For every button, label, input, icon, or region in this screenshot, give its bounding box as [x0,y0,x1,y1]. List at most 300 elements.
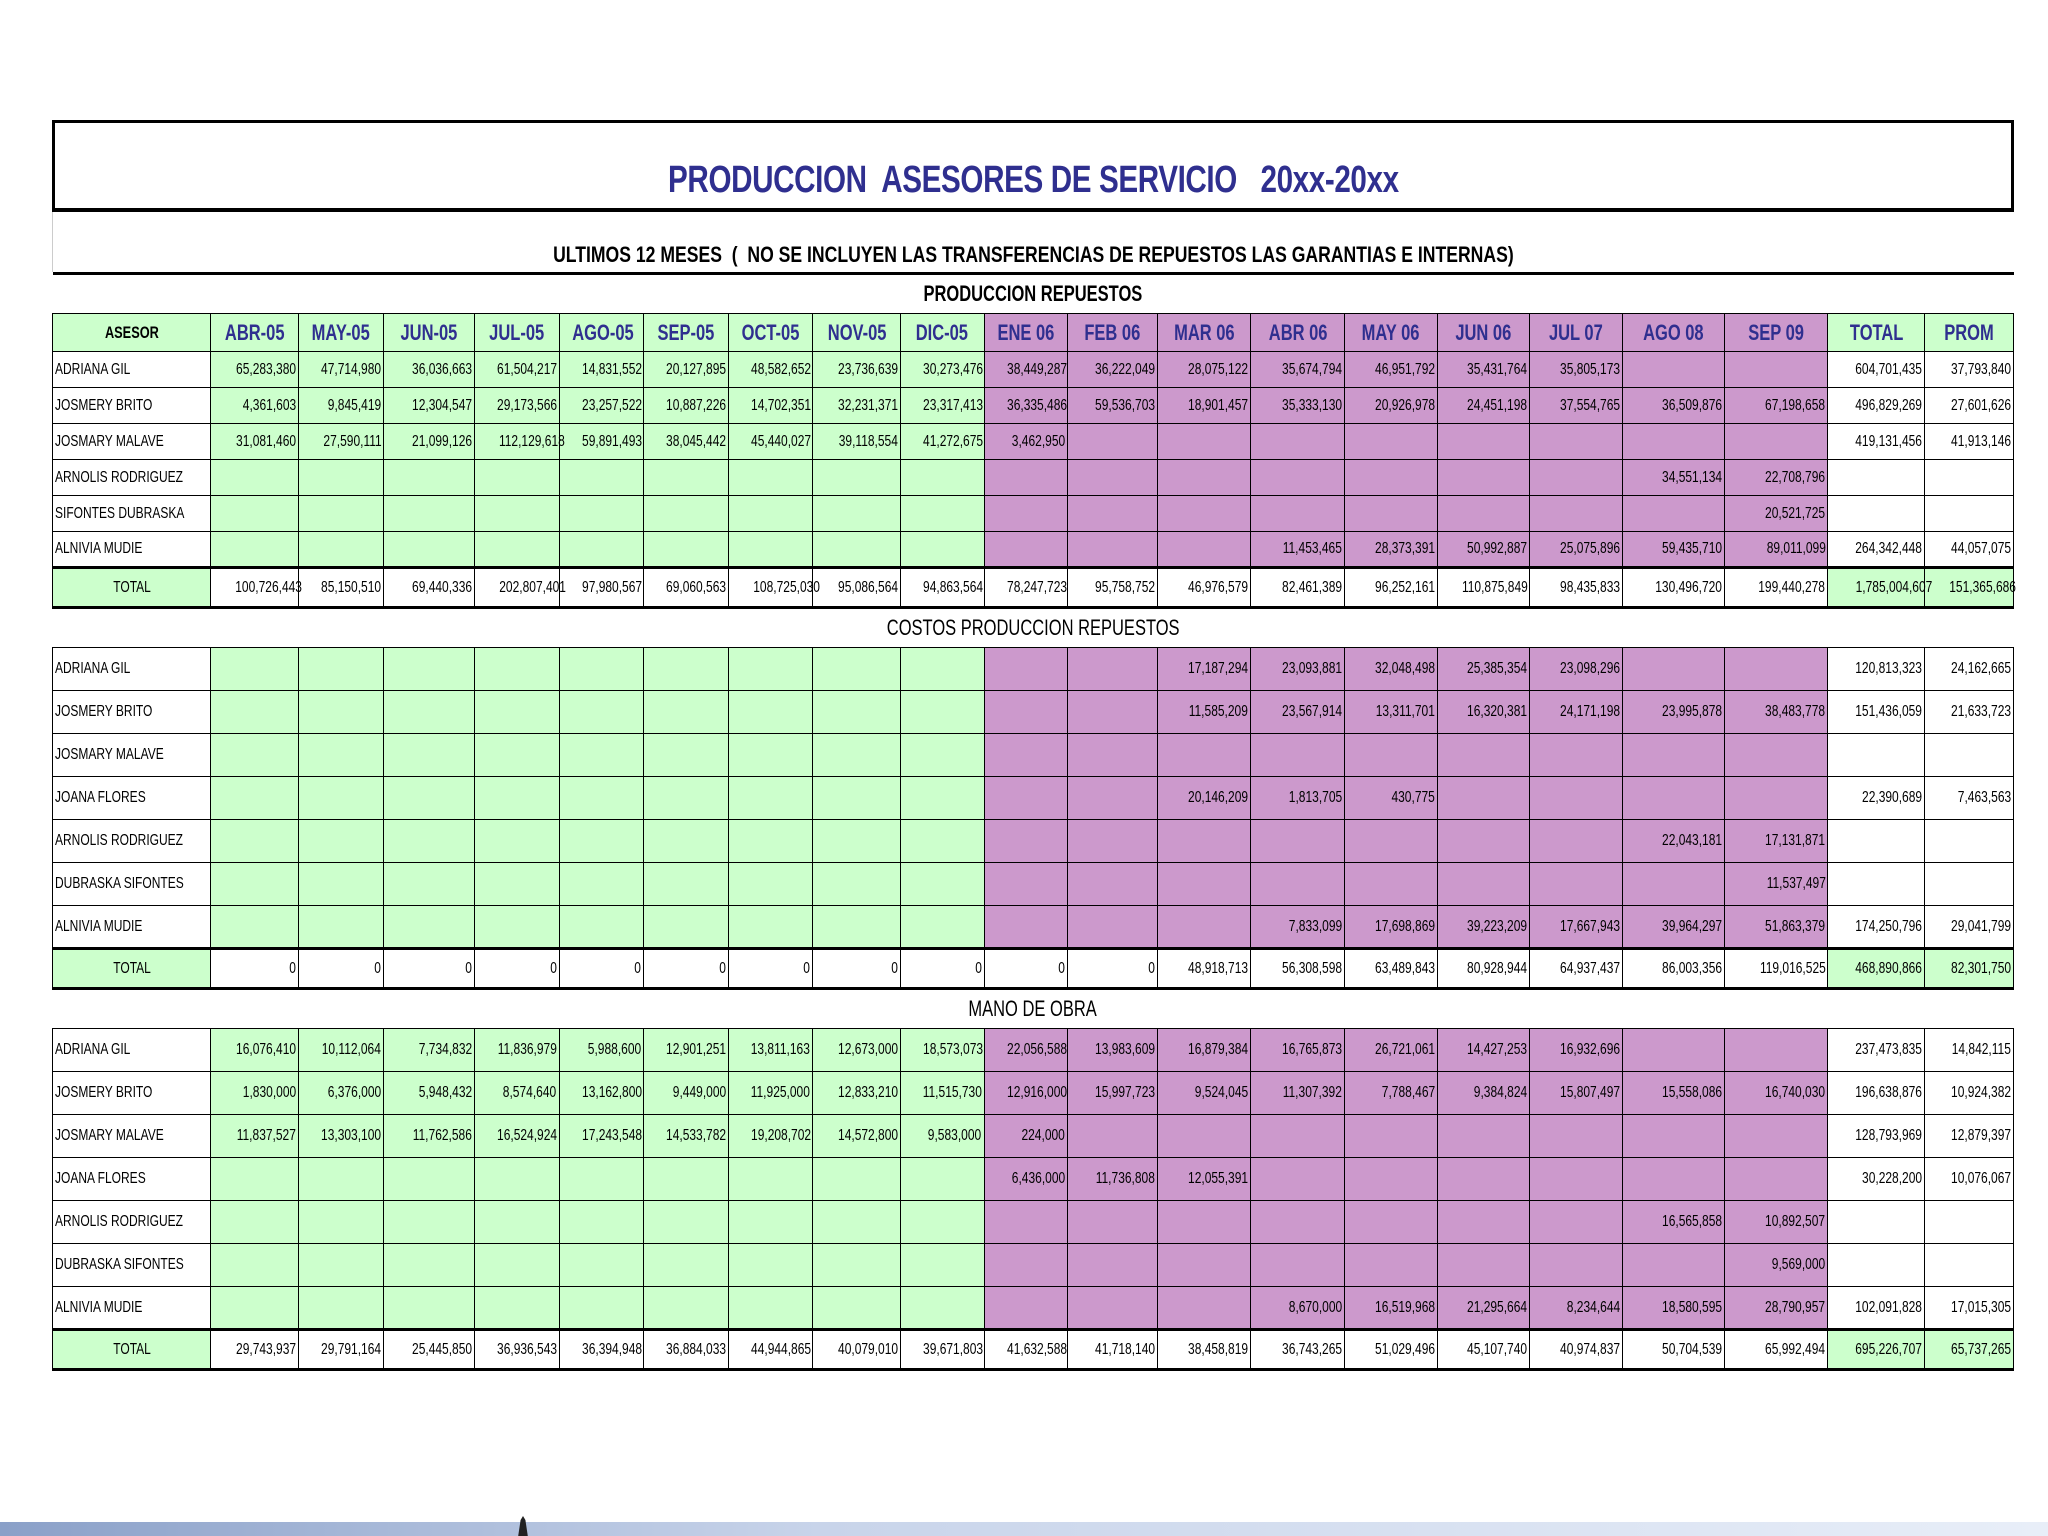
row-total-cell [1828,906,1925,949]
value-cell-text: 16,932,696 [1559,1041,1620,1058]
value-cell [1068,532,1158,568]
value-cell-text: 11,515,730 [922,1084,982,1101]
value-cell [900,1029,984,1072]
value-cell-text: 13,311,701 [1375,703,1435,720]
totals-value-cell-text: 65,992,494 [1765,1340,1826,1358]
value-cell [644,1244,729,1287]
value-cell [644,1287,729,1330]
grand-prom-cell [1925,949,2014,989]
value-cell [813,1072,901,1115]
value-cell [1068,352,1158,388]
table-row [53,460,2014,496]
value-cell [1157,777,1251,820]
row-prom-cell [1925,691,2014,734]
value-cell-text: 12,833,210 [837,1084,898,1101]
value-cell-text: 28,373,391 [1374,540,1435,557]
value-cell [984,1072,1068,1115]
value-cell [1345,1244,1438,1287]
value-cell-text: 16,076,410 [235,1041,296,1058]
totals-value-cell-text: 97,980,567 [581,578,642,596]
value-cell [298,424,384,460]
value-cell-text: 23,257,522 [581,396,642,414]
value-cell [211,352,299,388]
totals-value-cell-text: 202,807,401 [499,578,566,596]
column-header-month [1157,314,1251,352]
totals-value-cell [1437,1330,1530,1370]
row-total-cell-text: 22,390,689 [1862,789,1923,806]
value-cell [1157,1201,1251,1244]
value-cell-text: 11,736,808 [1095,1170,1155,1187]
value-cell [728,532,813,568]
totals-value-cell-text: 0 [549,959,557,977]
totals-value-cell-text: 56,308,598 [1281,959,1343,977]
column-header-month-text: MAY 06 [1361,319,1420,345]
value-cell [728,424,813,460]
value-cell-text: 16,879,384 [1188,1041,1249,1058]
value-cell [1724,1072,1828,1115]
value-cell [1157,1244,1251,1287]
value-cell [298,777,384,820]
row-prom-cell-text: 21,633,723 [1950,703,2011,720]
value-cell [474,388,559,424]
value-cell [1437,734,1530,777]
column-header-month [813,314,901,352]
advisor-name-text: ADRIANA GIL [55,1041,131,1058]
totals-value-cell [644,568,729,608]
row-total-cell [1828,1029,1925,1072]
value-cell [813,424,901,460]
row-total-cell [1828,532,1925,568]
value-cell [900,424,984,460]
totals-value-cell [1251,1330,1345,1370]
totals-value-cell-text: 63,489,843 [1374,959,1435,977]
row-total-cell-text: 120,813,323 [1855,660,1923,677]
value-cell [1623,352,1725,388]
section-title [53,274,2014,314]
value-cell [474,1115,559,1158]
value-cell [1623,1072,1725,1115]
value-cell-text: 8,670,000 [1288,1298,1343,1316]
value-cell [298,820,384,863]
value-cell [644,691,729,734]
value-cell [1724,1201,1828,1244]
value-cell [298,1115,384,1158]
totals-value-cell [559,568,644,608]
value-cell [984,496,1068,532]
value-cell-text: 23,098,296 [1559,660,1620,677]
value-cell [559,1201,644,1244]
row-prom-cell-text: 7,463,563 [1957,789,2011,806]
grand-total-cell-text: 695,226,707 [1855,1340,1923,1358]
value-cell-text: 28,075,122 [1188,360,1249,378]
row-total-cell-text: 419,131,456 [1855,432,1923,450]
value-cell-text: 23,995,878 [1661,703,1722,720]
row-prom-cell [1925,460,2014,496]
totals-value-cell-text: 0 [719,959,726,977]
advisor-name-text: JOSMERY BRITO [55,1084,153,1101]
column-header-month [900,314,984,352]
value-cell [1530,388,1623,424]
value-cell [900,460,984,496]
value-cell [900,777,984,820]
value-cell [644,424,729,460]
totals-value-cell-text: 199,440,278 [1758,578,1826,596]
column-header-month [474,314,559,352]
totals-value-cell [1345,568,1438,608]
row-prom-cell-text: 27,601,626 [1950,396,2011,414]
value-cell [1530,1201,1623,1244]
totals-value-cell-text: 40,974,837 [1559,1340,1620,1358]
value-cell [474,1029,559,1072]
value-cell [1724,460,1828,496]
value-cell [1724,777,1828,820]
value-cell [211,691,299,734]
row-prom-cell-text: 44,057,075 [1950,540,2011,557]
column-header-month [1623,314,1725,352]
value-cell [211,424,299,460]
value-cell [1157,648,1251,691]
row-total-cell [1828,352,1925,388]
value-cell [644,1115,729,1158]
value-cell [1251,1287,1345,1330]
value-cell [1157,1158,1251,1201]
grand-total-cell [1828,949,1925,989]
column-header-total-text: TOTAL [1849,319,1904,345]
value-cell [559,1115,644,1158]
value-cell-text: 31,081,460 [235,432,296,450]
row-prom-cell [1925,1287,2014,1330]
value-cell [1251,734,1345,777]
value-cell-text: 17,187,294 [1188,660,1249,677]
totals-value-cell [298,1330,384,1370]
value-cell-text: 11,925,000 [751,1084,811,1101]
totals-value-cell-text: 82,461,389 [1281,578,1343,596]
value-cell [1251,388,1345,424]
row-prom-cell [1925,496,2014,532]
totals-value-cell [1068,949,1158,989]
value-cell-text: 26,721,061 [1374,1041,1435,1058]
column-header-month-text: DIC-05 [916,319,969,345]
totals-value-cell [728,568,820,608]
table-row [53,734,2014,777]
advisor-name [53,863,211,906]
row-prom-cell [1925,424,2014,460]
value-cell [1068,1158,1158,1201]
totals-value-cell-text: 36,394,948 [581,1340,642,1358]
value-cell [1068,1115,1158,1158]
value-cell-text: 35,805,173 [1559,360,1620,378]
value-cell [1623,863,1725,906]
value-cell [1724,532,1828,568]
row-total-cell-text: 102,091,828 [1855,1298,1923,1316]
value-cell-text: 19,208,702 [750,1127,811,1144]
value-cell [900,648,984,691]
value-cell [384,734,475,777]
value-cell [1251,777,1345,820]
value-cell [1157,1072,1251,1115]
title-box [52,120,2014,212]
value-cell [559,820,644,863]
spreadsheet [52,120,2017,1371]
value-cell-text: 12,055,391 [1188,1170,1249,1187]
totals-value-cell [384,568,475,608]
totals-value-cell [384,949,475,989]
value-cell-text: 25,385,354 [1467,660,1528,677]
row-prom-cell [1925,1158,2014,1201]
value-cell-text: 15,807,497 [1559,1084,1620,1101]
totals-row [53,568,2014,608]
value-cell-text: 27,590,111 [323,432,382,450]
value-cell-text: 22,056,588 [1006,1041,1067,1058]
totals-value-cell-text: 0 [374,959,382,977]
value-cell [298,496,384,532]
totals-label [53,1330,211,1370]
column-header-month-text: ENE 06 [997,319,1055,345]
table-row [53,1158,2014,1201]
advisor-name-text: SIFONTES DUBRASKA [55,504,185,522]
row-total-cell [1828,496,1925,532]
value-cell-text: 59,536,703 [1094,396,1155,414]
value-cell [211,734,299,777]
totals-value-cell [1157,568,1251,608]
row-total-cell-text: 174,250,796 [1855,917,1923,935]
value-cell [298,1029,384,1072]
value-cell [728,352,813,388]
value-cell-text: 112,129,618 [498,432,565,450]
value-cell [1724,820,1828,863]
totals-value-cell [211,1330,299,1370]
value-cell [1251,460,1345,496]
value-cell [384,1072,475,1115]
page-title: PRODUCCION ASESORES DE SERVICIO 20xx-20xx [667,159,1399,201]
advisor-name [53,388,211,424]
value-cell [1530,424,1623,460]
advisor-name-text: ARNOLIS RODRIGUEZ [55,832,184,849]
column-header-month-text: SEP-05 [657,319,715,345]
value-cell [1157,460,1251,496]
value-cell [1345,1158,1438,1201]
value-cell [474,777,559,820]
column-header-month-text: JUL-05 [489,319,545,345]
value-cell-text: 11,837,527 [236,1127,296,1144]
value-cell [1724,648,1828,691]
value-cell-text: 14,427,253 [1467,1041,1528,1058]
row-total-cell [1828,1244,1925,1287]
table-row [53,648,2014,691]
value-cell [900,1072,984,1115]
value-cell [474,648,559,691]
value-cell-text: 17,698,869 [1374,917,1435,935]
value-cell [1724,863,1828,906]
section-header-row [53,608,2014,648]
value-cell [728,734,813,777]
totals-value-cell [1724,568,1828,608]
value-cell [559,352,644,388]
value-cell [298,352,384,388]
row-prom-cell-text: 17,015,305 [1950,1298,2011,1316]
value-cell-text: 16,740,030 [1765,1084,1826,1101]
value-cell [1530,906,1623,949]
value-cell-text: 20,926,978 [1374,396,1435,414]
value-cell [813,352,901,388]
advisor-name-text: ARNOLIS RODRIGUEZ [55,468,184,486]
value-cell [559,532,644,568]
totals-value-cell [474,1330,559,1370]
value-cell [1437,460,1530,496]
totals-value-cell-text: 69,060,563 [666,578,727,596]
section-header-row [53,989,2014,1029]
value-cell [559,424,644,460]
advisor-name [53,460,211,496]
value-cell-text: 23,567,914 [1281,703,1343,720]
table-row [53,532,2014,568]
totals-value-cell [1623,568,1725,608]
value-cell [1623,648,1725,691]
column-header-month [211,314,299,352]
value-cell [900,1115,984,1158]
totals-value-cell-text: 96,252,161 [1374,578,1435,596]
row-total-cell [1828,388,1925,424]
value-cell [1437,820,1530,863]
totals-value-cell [1530,568,1623,608]
value-cell [1251,496,1345,532]
value-cell [1251,820,1345,863]
value-cell [211,777,299,820]
value-cell [559,906,644,949]
value-cell [1724,1115,1828,1158]
value-cell-text: 17,131,871 [1765,832,1826,849]
value-cell [1623,532,1725,568]
advisor-name [53,777,211,820]
value-cell [984,820,1068,863]
row-total-cell [1828,734,1925,777]
grand-prom-cell-text: 82,301,750 [1950,959,2011,977]
value-cell [644,863,729,906]
value-cell [1623,496,1725,532]
totals-value-cell-text: 80,928,944 [1467,959,1528,977]
value-cell [384,1201,475,1244]
advisor-name-text: DUBRASKA SIFONTES [55,875,184,892]
value-cell [474,1201,559,1244]
value-cell-text: 35,431,764 [1467,360,1528,378]
grand-total-cell-text: 468,890,866 [1855,959,1923,977]
value-cell [1345,1201,1438,1244]
totals-label [53,949,211,989]
totals-value-cell-text: 0 [974,959,982,977]
value-cell-text: 38,483,778 [1765,703,1826,720]
value-cell-text: 10,887,226 [666,396,727,414]
totals-value-cell [813,949,901,989]
totals-value-cell-text: 94,863,564 [922,578,984,596]
value-cell-text: 11,762,586 [412,1127,472,1144]
table-row [53,352,2014,388]
value-cell [1530,691,1623,734]
value-cell [1724,424,1828,460]
value-cell [728,1201,813,1244]
value-cell [1623,691,1725,734]
value-cell [211,1115,299,1158]
value-cell [1623,1115,1725,1158]
value-cell [813,1115,901,1158]
value-cell-text: 11,585,209 [1189,703,1249,720]
table-row [53,388,2014,424]
totals-value-cell-text: 51,029,496 [1374,1340,1435,1358]
value-cell [559,734,644,777]
value-cell-text: 32,048,498 [1374,660,1435,677]
value-cell-text: 25,075,896 [1559,540,1620,557]
table-row [53,1287,2014,1330]
value-cell [384,863,475,906]
value-cell [1345,496,1438,532]
totals-value-cell [298,949,384,989]
value-cell [1437,496,1530,532]
value-cell-text: 1,830,000 [242,1084,296,1101]
value-cell [984,863,1068,906]
totals-value-cell [559,1330,644,1370]
value-cell [728,1244,813,1287]
row-total-cell-text: 237,473,835 [1855,1041,1923,1058]
table-row [53,1201,2014,1244]
column-header-month-text: ABR-05 [224,319,285,345]
value-cell-text: 4,361,603 [242,396,296,414]
column-header-asesor [53,314,211,352]
value-cell [1251,648,1345,691]
value-cell [984,532,1068,568]
value-cell [984,734,1068,777]
section-title-text: PRODUCCION REPUESTOS [923,281,1143,306]
advisor-name-text: JOSMARY MALAVE [55,432,164,450]
value-cell-text: 17,243,548 [581,1127,642,1144]
value-cell [728,1029,813,1072]
row-total-cell [1828,863,1925,906]
totals-value-cell-text: 48,918,713 [1188,959,1249,977]
value-cell [1345,820,1438,863]
value-cell [984,691,1068,734]
value-cell [900,496,984,532]
value-cell [1437,1201,1530,1244]
value-cell [1437,906,1530,949]
value-cell [1157,388,1251,424]
column-header-month-text: MAY-05 [311,319,371,345]
value-cell [1530,820,1623,863]
value-cell-text: 65,283,380 [235,360,296,378]
totals-value-cell-text: 86,003,356 [1661,959,1722,977]
value-cell [1724,352,1828,388]
row-prom-cell [1925,388,2014,424]
column-header-month [1251,314,1345,352]
totals-value-cell-text: 36,936,543 [496,1340,558,1358]
value-cell [1345,424,1438,460]
value-cell [900,820,984,863]
advisor-name [53,352,211,388]
value-cell [984,1287,1068,1330]
totals-value-cell-text: 0 [803,959,811,977]
value-cell-text: 17,667,943 [1559,917,1620,935]
advisor-name-text: ALNIVIA MUDIE [55,917,143,935]
value-cell [474,906,559,949]
value-cell [1623,1244,1725,1287]
row-prom-cell-text: 10,076,067 [1950,1170,2011,1187]
value-cell [1157,352,1251,388]
value-cell [1724,734,1828,777]
value-cell [813,734,901,777]
totals-value-cell-text: 45,107,740 [1467,1340,1528,1358]
totals-value-cell-text: 110,875,849 [1461,578,1528,596]
value-cell [900,1201,984,1244]
value-cell [298,906,384,949]
value-cell [1623,1287,1725,1330]
value-cell [1724,906,1828,949]
